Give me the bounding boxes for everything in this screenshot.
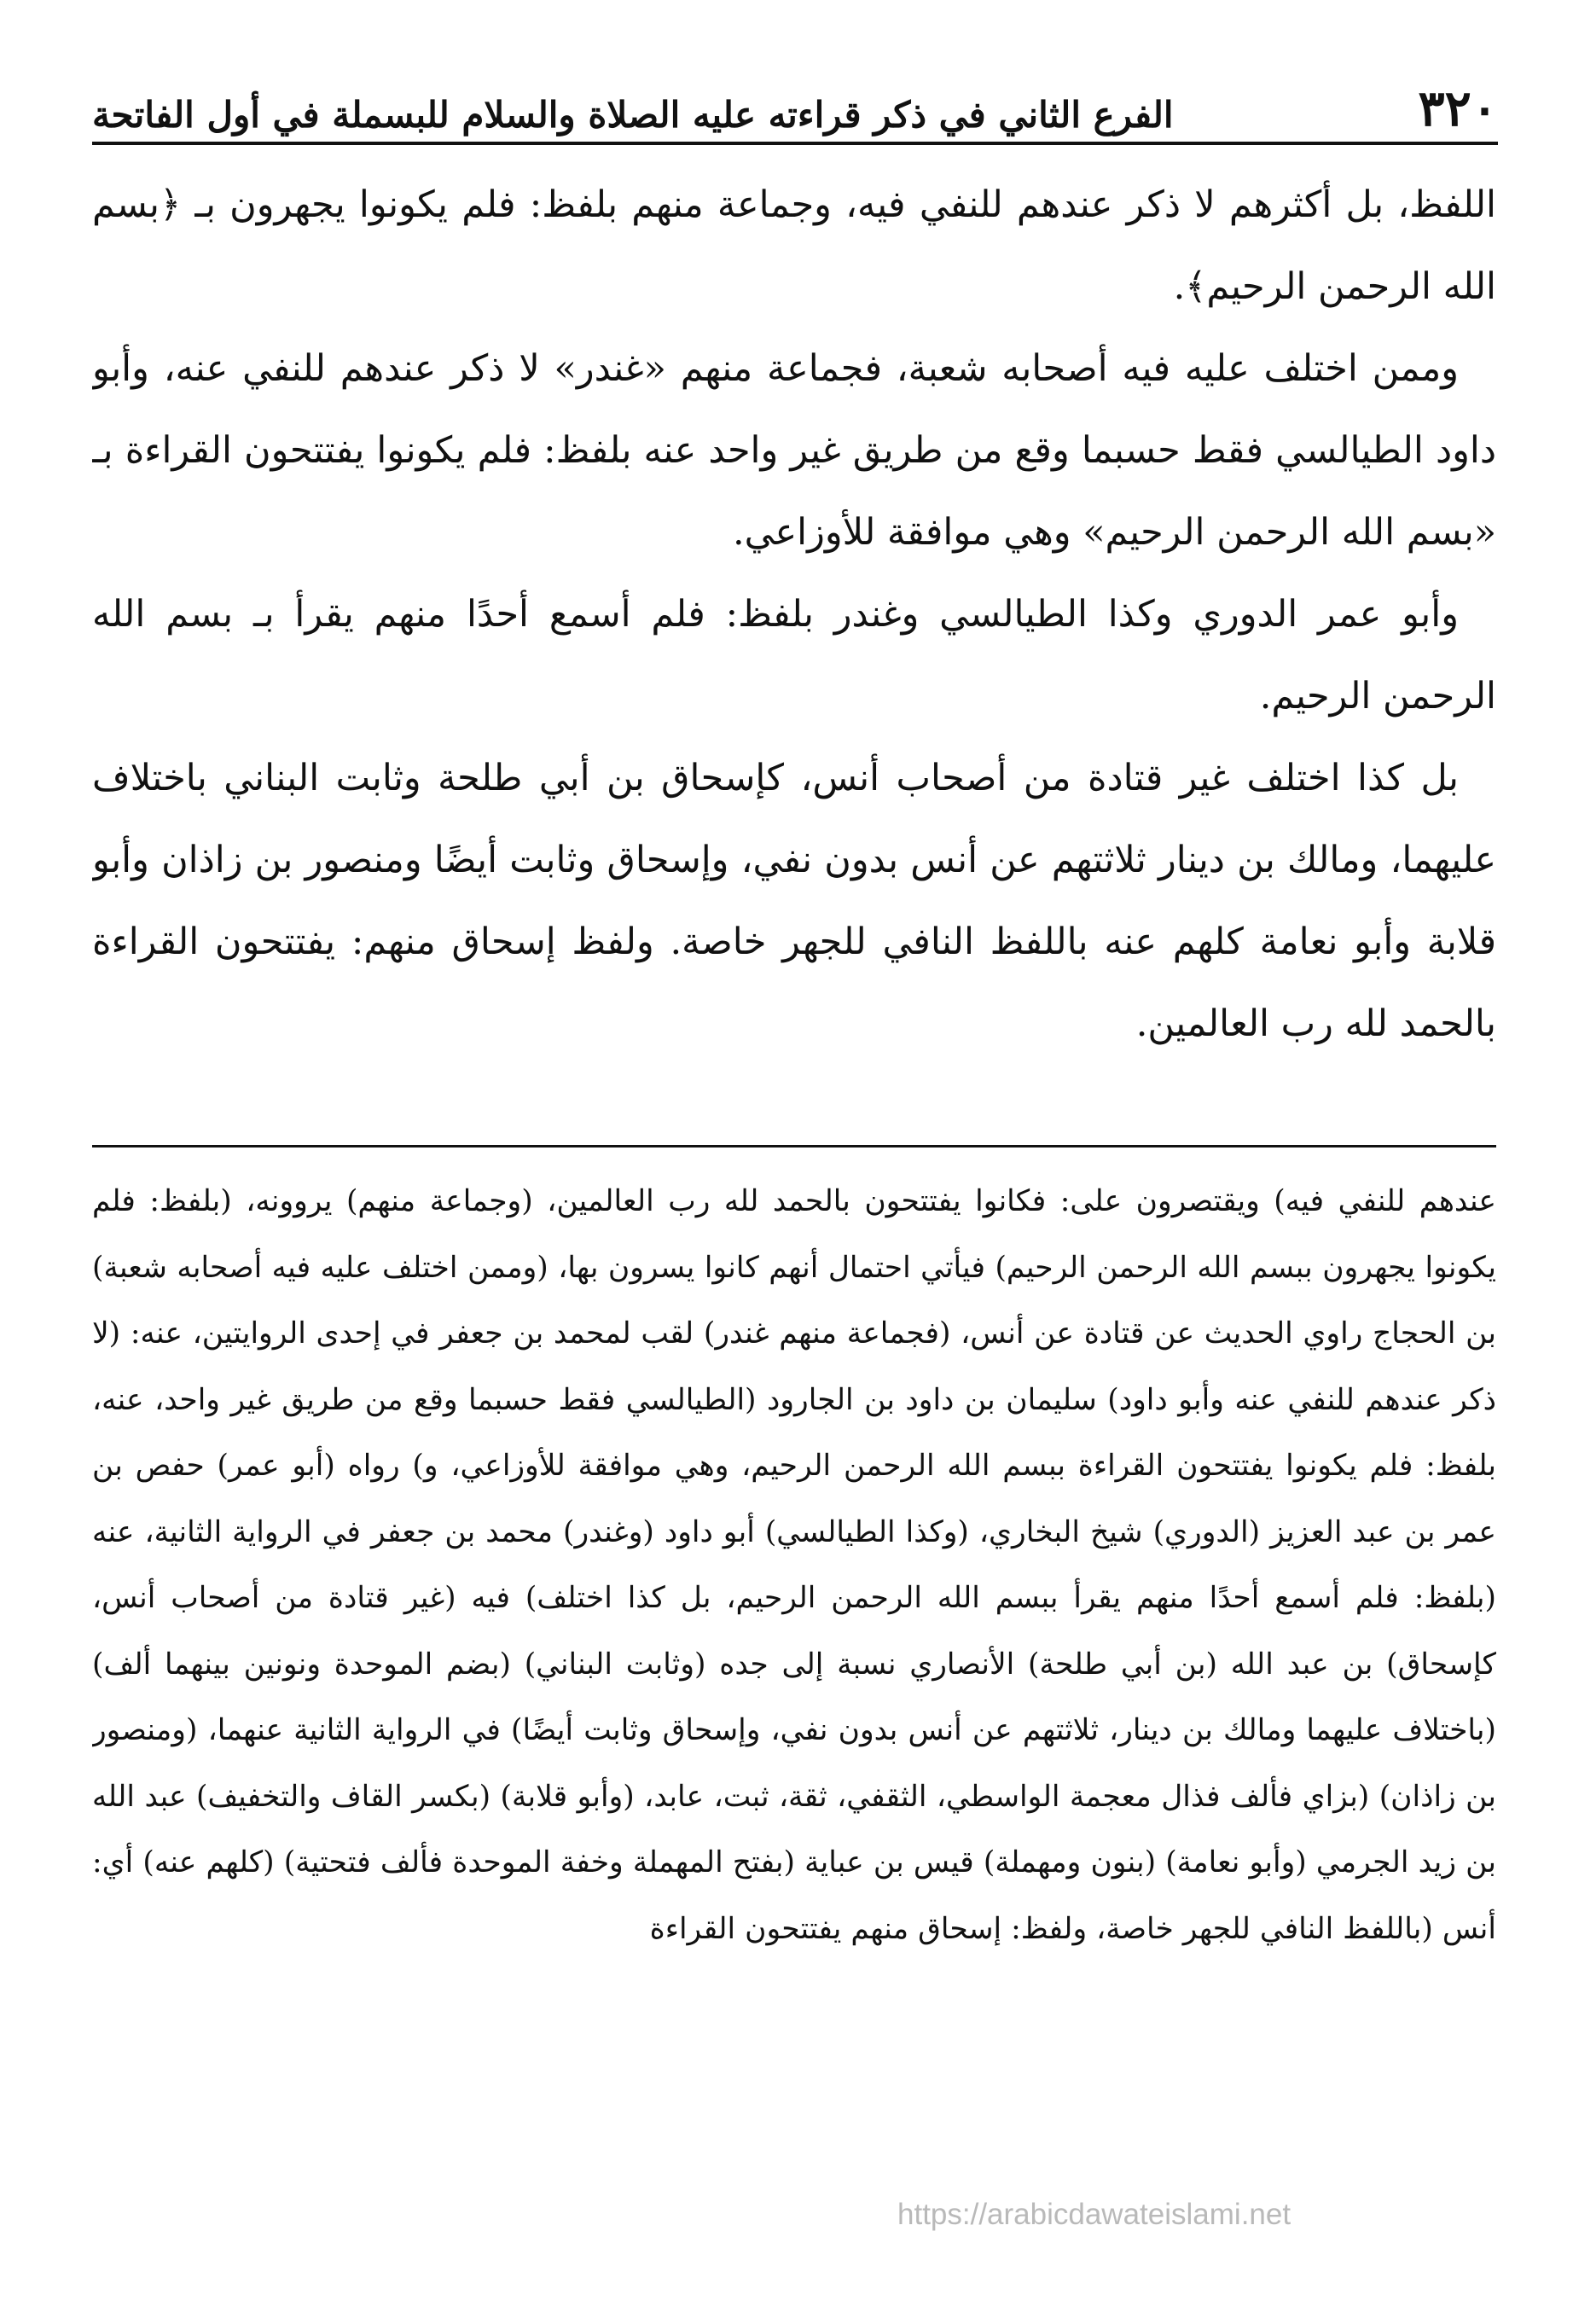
main-paragraph-2: وممن اختلف عليه فيه أصحابه شعبة، فجماعة منهم «غندر» لا ذكر عندهم للنفي عنه، وأبو داود الطيالسي فقط حسبما وقع من طريق غير واحد عنه بلفظ: فلم يكونوا يفتتحون القراءة بـ «بسم الله الرحمن الرحيم» وهي موافقة للأوزاعي. — [92, 347, 1496, 554]
running-title: الفرع الثاني في ذكر قراءته عليه الصلاة والسلام للبسملة في أول الفاتحة — [92, 94, 1174, 136]
footnote-divider — [92, 1145, 1496, 1147]
main-paragraph-1: اللفظ، بل أكثرهم لا ذكر عندهم للنفي فيه، وجماعة منهم بلفظ: فلم يكونوا يجهرون بـ ﴿بسم الله الرحمن الرحيم﴾. — [92, 183, 1496, 308]
page-header — [92, 67, 1498, 137]
watermark-url: https://arabicdawateislami.net — [897, 2198, 1291, 2231]
commentary-footnotes — [92, 1169, 1496, 2176]
main-paragraph-4: بل كذا اختلف غير قتادة من أصحاب أنس، كإسحاق بن أبي طلحة وثابت البناني باختلاف عليهما، ومالك بن دينار ثلاثتهم عن أنس بدون نفي، وإسحاق وثابت أيضًا ومنصور بن زاذان وأبو قلابة وأبو نعامة كلهم عنه باللفظ النافي للجهر خاصة. ولفظ إسحاق منهم: يفتتحون القراءة بالحمد لله رب العالمين. — [92, 757, 1496, 1045]
header-divider — [92, 142, 1498, 145]
page-number: ٣٢٠ — [1418, 79, 1498, 137]
main-paragraph-3: وأبو عمر الدوري وكذا الطيالسي وغندر بلفظ: فلم أسمع أحدًا منهم يقرأ بـ بسم الله الرحمن الرحيم. — [92, 593, 1496, 718]
footnote-paragraph: عندهم للنفي فيه) ويقتصرون على: فكانوا يفتتحون بالحمد لله رب العالمين، (وجماعة منهم) يروونه، (بلفظ: فلم يكونوا يجهرون ببسم الله الرحمن الرحيم) فيأتي احتمال أنهم كانوا يسرون بها، (وممن اختلف عليه فيه أصحابه شعبة) بن الحجاج راوي الحديث عن قتادة عن أنس، (فجماعة منهم غندر) لقب لمحمد بن جعفر في إحدى الروايتين، عنه: (لا ذكر عندهم للنفي عنه وأبو داود) سليمان بن داود بن الجارود (الطيالسي فقط حسبما وقع من طريق غير واحد، عنه، بلفظ: فلم يكونوا يفتتحون القراءة ببسم الله الرحمن الرحيم، وهي موافقة للأوزاعي، و) رواه (أبو عمر) حفص بن عمر بن عبد العزيز (الدوري) شيخ البخاري، (وكذا الطيالسي) أبو داود (وغندر) محمد بن جعفر في الرواية الثانية، عنه (بلفظ: فلم أسمع أحدًا منهم يقرأ ببسم الله الرحمن الرحيم، بل كذا اختلف) فيه (غير قتادة من أصحاب أنس، كإسحاق) بن عبد الله (بن أبي طلحة) الأنصاري نسبة إلى جده (وثابت البناني) (بضم الموحدة ونونين بينهما ألف) (باختلاف عليهما ومالك بن دينار، ثلاثتهم عن أنس بدون نفي، وإسحاق وثابت أيضًا) في الرواية الثانية عنهما، (ومنصور بن زاذان) (بزاي فألف فذال معجمة الواسطي، الثقفي، ثقة، ثبت، عابد، (وأبو قلابة) (بكسر القاف والتخفيف) عبد الله بن زيد الجرمي (وأبو نعامة) (بنون ومهملة) قيس بن عباية (بفتح المهملة وخفة الموحدة فألف فتحتية) (كلهم عنه) أي: أنس (باللفظ النافي للجهر خاصة، ولفظ: إسحاق منهم يفتتحون القراءة — [92, 1184, 1496, 1946]
main-text — [92, 164, 1496, 1111]
